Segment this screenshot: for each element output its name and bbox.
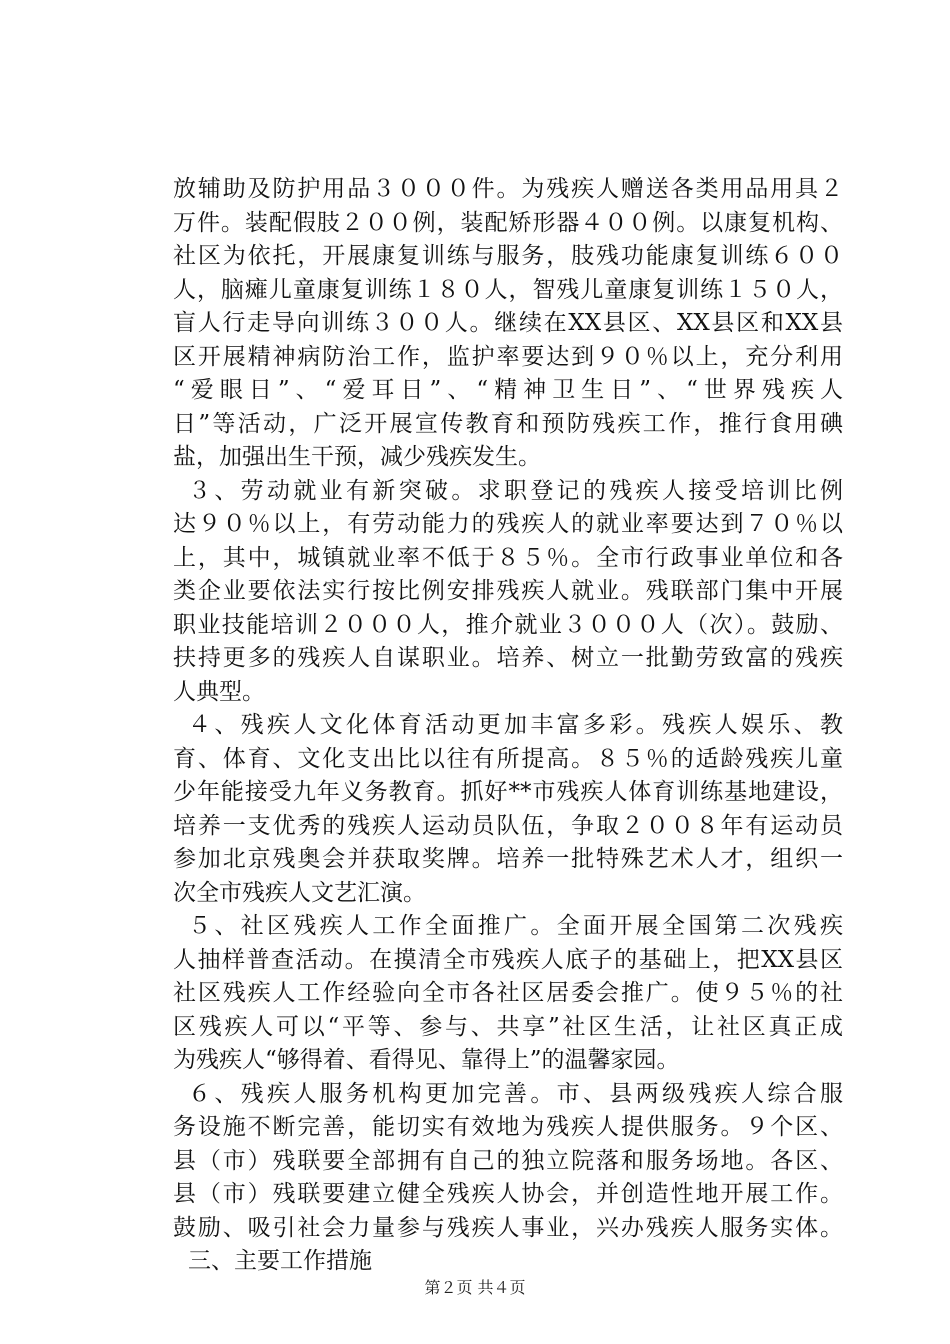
text-line: 人典型。: [173, 678, 265, 705]
text-line: 务设施不断完善，能切实有效地为残疾人提供服务。９个区、: [173, 1114, 843, 1140]
text-line: 日”等活动，广泛开展宣传教育和预防残疾工作，推行食用碘: [173, 410, 843, 437]
text-line: 区开展精神病防治工作，监护率要达到９０％以上，充分利用: [173, 343, 843, 370]
text-line: 放辅助及防护用品３０００件。为残疾人赠送各类用品用具２: [173, 176, 843, 202]
text-line: ３、劳动就业有新突破。求职登记的残疾人接受培训比例: [188, 477, 843, 504]
text-line: 类企业要依法实行按比例安排残疾人就业。残联部门集中开展: [173, 578, 843, 604]
text-line: 社区为依托，开展康复训练与服务，肢残功能康复训练６００: [173, 243, 843, 269]
text-line: 鼓励、吸引社会力量参与残疾人事业，兴办残疾人服务实体。: [173, 1214, 843, 1241]
text-line: 社区残疾人工作经验向全市各社区居委会推广。使９５％的社: [173, 980, 843, 1006]
text-line: 职业技能培训２０００人，推介就业３０００人（次）。鼓励、: [173, 611, 843, 638]
text-line: 万件。装配假肢２００例，装配矫形器４００例。以康复机构、: [173, 209, 843, 236]
text-line: 三、主要工作措施: [188, 1248, 372, 1274]
text-line: ５、社区残疾人工作全面推广。全面开展全国第二次残疾: [188, 913, 843, 939]
text-line: 县（市）残联要建立健全残疾人协会，并创造性地开展工作。: [173, 1181, 843, 1207]
text-line: 为残疾人“够得着、看得见、靠得上”的温馨家园。: [173, 1047, 680, 1073]
text-line: 少年能接受九年义务教育。抓好**市残疾人体育训练基地建设，: [173, 779, 843, 805]
text-line: 培养一支优秀的残疾人运动员队伍，争取２００８年有运动员: [173, 812, 843, 839]
text-line: 上，其中，城镇就业率不低于８５％。全市行政事业单位和各: [173, 544, 843, 571]
text-line: ６、残疾人服务机构更加完善。市、县两级残疾人综合服: [188, 1080, 843, 1107]
document-body: [173, 173, 843, 1279]
text-line: 育、体育、文化支出比以往有所提高。８５％的适龄残疾儿童: [173, 745, 843, 772]
text-line: 扶持更多的残疾人自谋职业。培养、树立一批勤劳致富的残疾: [173, 645, 843, 671]
text-line: 次全市残疾人文艺汇演。: [173, 879, 426, 906]
text-line: 达９０％以上，有劳动能力的残疾人的就业率要达到７０％以: [173, 511, 843, 537]
page-footer: 第２页 共４页: [424, 1278, 526, 1297]
text-line: 参加北京残奥会并获取奖牌。培养一批特殊艺术人才，组织一: [173, 846, 843, 872]
text-line: 县（市）残联要全部拥有自己的独立院落和服务场地。各区、: [173, 1147, 843, 1174]
text-line: 盐，加强出生干预，减少残疾发生。: [173, 444, 541, 470]
text-line: ４、残疾人文化体育活动更加丰富多彩。残疾人娱乐、教: [188, 712, 843, 738]
text-line: 盲人行走导向训练３００人。继续在XX县区、XX县区和XX县: [173, 310, 843, 336]
text-line: 人抽样普查活动。在摸清全市残疾人底子的基础上，把XX县区: [173, 946, 843, 973]
text-line: 人，脑瘫儿童康复训练１８０人，智残儿童康复训练１５０人，: [173, 276, 843, 303]
text-line: 区残疾人可以“平等、参与、共享”社区生活，让社区真正成: [173, 1013, 843, 1040]
text-line: “爱眼日”、“爱耳日”、“精神卫生日”、“世界残疾人: [173, 377, 843, 403]
